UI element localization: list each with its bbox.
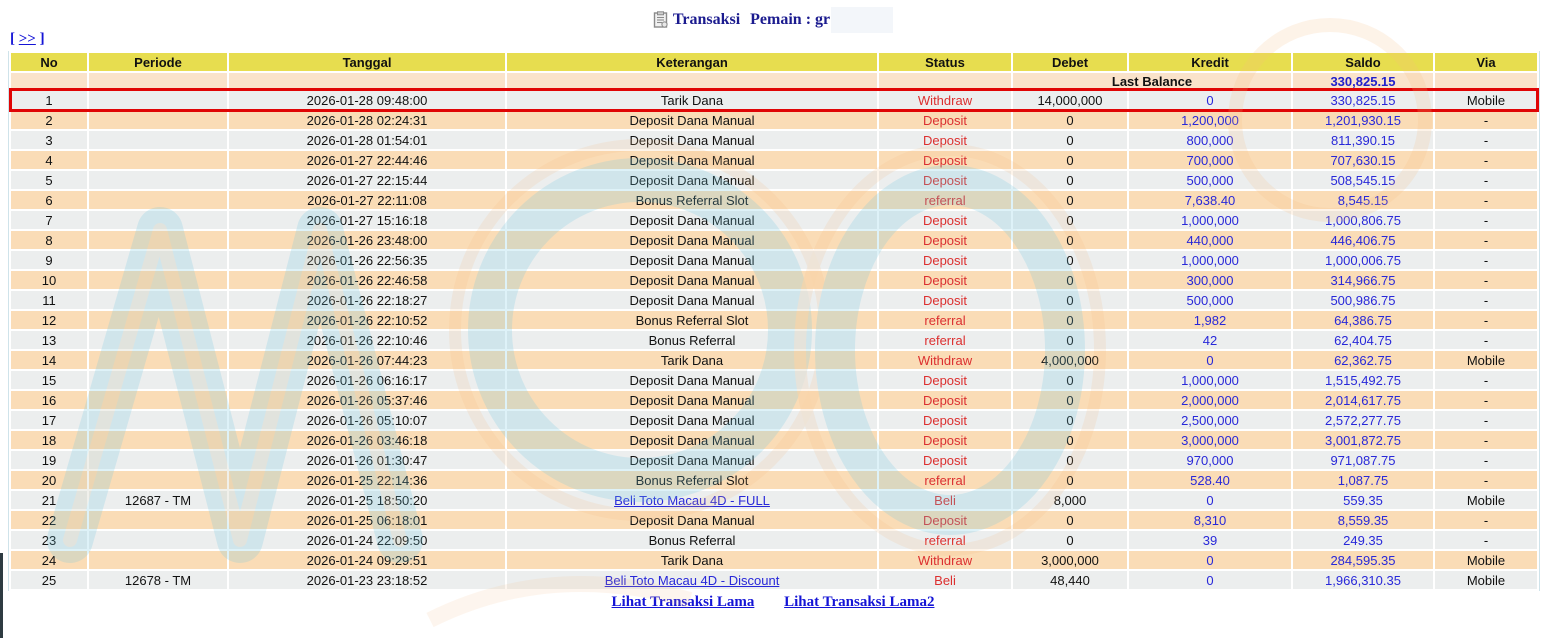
cell-debet: 0 bbox=[1013, 511, 1127, 529]
cell-debet: 0 bbox=[1013, 331, 1127, 349]
link-lihat-transaksi-lama2[interactable]: Lihat Transaksi Lama2 bbox=[784, 594, 935, 610]
cell-status: referral bbox=[879, 531, 1011, 549]
column-header-kredit: Kredit bbox=[1129, 53, 1291, 71]
cell-saldo: 1,000,006.75 bbox=[1293, 251, 1433, 269]
keterangan-link[interactable]: Beli Toto Macau 4D - FULL bbox=[614, 492, 770, 508]
cell-periode bbox=[89, 351, 227, 369]
column-header-keterangan: Keterangan bbox=[507, 53, 877, 71]
cell-no: 17 bbox=[11, 411, 87, 429]
cell-saldo: 1,000,806.75 bbox=[1293, 211, 1433, 229]
cell-keterangan: Deposit Dana Manual bbox=[507, 431, 877, 449]
cell-periode bbox=[89, 551, 227, 569]
cell-keterangan: Deposit Dana Manual bbox=[507, 511, 877, 529]
cell-kredit: 800,000 bbox=[1129, 131, 1291, 149]
cell-saldo: 1,515,492.75 bbox=[1293, 371, 1433, 389]
cell-saldo: 707,630.15 bbox=[1293, 151, 1433, 169]
cell-via: - bbox=[1435, 291, 1537, 309]
cell-keterangan: Tarik Dana bbox=[507, 351, 877, 369]
cell-keterangan: Deposit Dana Manual bbox=[507, 451, 877, 469]
last-balance-row bbox=[11, 73, 1537, 89]
cell-kredit: 1,000,000 bbox=[1129, 251, 1291, 269]
cell-periode bbox=[89, 411, 227, 429]
transactions-grid bbox=[9, 51, 1539, 591]
last-balance-label: Last Balance bbox=[1013, 73, 1291, 89]
cell-via: - bbox=[1435, 191, 1537, 209]
cell-tanggal: 2026-01-27 22:44:46 bbox=[229, 151, 505, 169]
cell-status: Deposit bbox=[879, 391, 1011, 409]
cell-via: - bbox=[1435, 311, 1537, 329]
cell-saldo: 62,362.75 bbox=[1293, 351, 1433, 369]
cell-saldo: 284,595.35 bbox=[1293, 551, 1433, 569]
cell-kredit: 1,200,000 bbox=[1129, 111, 1291, 129]
cell-no: 14 bbox=[11, 351, 87, 369]
cell-keterangan: Deposit Dana Manual bbox=[507, 271, 877, 289]
cell-kredit: 500,000 bbox=[1129, 291, 1291, 309]
table-header-row bbox=[11, 53, 1537, 71]
cell-kredit: 970,000 bbox=[1129, 451, 1291, 469]
table-row bbox=[11, 91, 1537, 109]
cell-status: referral bbox=[879, 311, 1011, 329]
screen-edge-strip bbox=[0, 553, 3, 638]
cell-no: 16 bbox=[11, 391, 87, 409]
cell-debet: 48,440 bbox=[1013, 571, 1127, 589]
table-row bbox=[11, 531, 1537, 549]
cell-debet: 0 bbox=[1013, 531, 1127, 549]
column-header-saldo: Saldo bbox=[1293, 53, 1433, 71]
cell-keterangan: Bonus Referral Slot bbox=[507, 191, 877, 209]
table-row bbox=[11, 391, 1537, 409]
cell-status: Deposit bbox=[879, 131, 1011, 149]
cell-kredit: 1,982 bbox=[1129, 311, 1291, 329]
cell-status: Deposit bbox=[879, 271, 1011, 289]
cell-debet: 8,000 bbox=[1013, 491, 1127, 509]
page-title bbox=[0, 0, 1546, 30]
cell-via: - bbox=[1435, 371, 1537, 389]
table-row bbox=[11, 511, 1537, 529]
cell-tanggal: 2026-01-27 22:11:08 bbox=[229, 191, 505, 209]
cell-kredit: 700,000 bbox=[1129, 151, 1291, 169]
cell-status: Deposit bbox=[879, 511, 1011, 529]
table-row bbox=[11, 311, 1537, 329]
cell-periode bbox=[89, 511, 227, 529]
cell-status: Withdraw bbox=[879, 551, 1011, 569]
cell-keterangan: Bonus Referral bbox=[507, 531, 877, 549]
cell-no: 5 bbox=[11, 171, 87, 189]
cell-no: 3 bbox=[11, 131, 87, 149]
cell-periode bbox=[89, 391, 227, 409]
cell-kredit: 7,638.40 bbox=[1129, 191, 1291, 209]
cell-via: Mobile bbox=[1435, 571, 1537, 589]
column-header-status: Status bbox=[879, 53, 1011, 71]
cell-periode bbox=[89, 91, 227, 109]
cell-kredit: 0 bbox=[1129, 571, 1291, 589]
cell-tanggal: 2026-01-24 22:09:50 bbox=[229, 531, 505, 549]
column-header-debet: Debet bbox=[1013, 53, 1127, 71]
cell-tanggal: 2026-01-26 01:30:47 bbox=[229, 451, 505, 469]
cell-via: - bbox=[1435, 171, 1537, 189]
last-balance-empty-keterangan bbox=[507, 73, 877, 89]
cell-status: Deposit bbox=[879, 251, 1011, 269]
cell-saldo: 1,201,930.15 bbox=[1293, 111, 1433, 129]
cell-via: Mobile bbox=[1435, 351, 1537, 369]
cell-tanggal: 2026-01-27 15:16:18 bbox=[229, 211, 505, 229]
cell-tanggal: 2026-01-26 05:10:07 bbox=[229, 411, 505, 429]
table-row bbox=[11, 111, 1537, 129]
cell-no: 4 bbox=[11, 151, 87, 169]
cell-keterangan: Deposit Dana Manual bbox=[507, 291, 877, 309]
cell-saldo: 1,087.75 bbox=[1293, 471, 1433, 489]
cell-keterangan: Deposit Dana Manual bbox=[507, 211, 877, 229]
cell-keterangan: Bonus Referral Slot bbox=[507, 311, 877, 329]
cell-tanggal: 2026-01-26 22:18:27 bbox=[229, 291, 505, 309]
cell-keterangan: Tarik Dana bbox=[507, 91, 877, 109]
next-page-link[interactable]: >> bbox=[18, 31, 36, 47]
cell-saldo: 3,001,872.75 bbox=[1293, 431, 1433, 449]
link-lihat-transaksi-lama[interactable]: Lihat Transaksi Lama bbox=[611, 594, 755, 610]
cell-kredit: 1,000,000 bbox=[1129, 371, 1291, 389]
cell-periode bbox=[89, 111, 227, 129]
cell-status: Deposit bbox=[879, 411, 1011, 429]
cell-no: 25 bbox=[11, 571, 87, 589]
table-row bbox=[11, 151, 1537, 169]
cell-via: - bbox=[1435, 251, 1537, 269]
cell-no: 18 bbox=[11, 431, 87, 449]
cell-periode bbox=[89, 131, 227, 149]
cell-kredit: 42 bbox=[1129, 331, 1291, 349]
cell-periode: 12687 - TM bbox=[89, 491, 227, 509]
cell-via: - bbox=[1435, 331, 1537, 349]
cell-debet: 0 bbox=[1013, 211, 1127, 229]
cell-tanggal: 2026-01-27 22:15:44 bbox=[229, 171, 505, 189]
cell-debet: 0 bbox=[1013, 111, 1127, 129]
cell-no: 19 bbox=[11, 451, 87, 469]
cell-kredit: 0 bbox=[1129, 491, 1291, 509]
cell-debet: 0 bbox=[1013, 291, 1127, 309]
cell-no: 6 bbox=[11, 191, 87, 209]
cell-keterangan bbox=[507, 571, 877, 589]
cell-periode bbox=[89, 231, 227, 249]
last-balance-empty-via bbox=[1435, 73, 1537, 89]
cell-no: 23 bbox=[11, 531, 87, 549]
cell-status: Deposit bbox=[879, 111, 1011, 129]
cell-via: - bbox=[1435, 271, 1537, 289]
last-balance-empty-periode bbox=[89, 73, 227, 89]
cell-via: - bbox=[1435, 231, 1537, 249]
title-text-left: Transaksi bbox=[672, 11, 741, 28]
cell-debet: 0 bbox=[1013, 391, 1127, 409]
cell-kredit: 500,000 bbox=[1129, 171, 1291, 189]
cell-periode bbox=[89, 371, 227, 389]
cell-no: 21 bbox=[11, 491, 87, 509]
cell-periode bbox=[89, 151, 227, 169]
cell-no: 2 bbox=[11, 111, 87, 129]
cell-tanggal: 2026-01-28 09:48:00 bbox=[229, 91, 505, 109]
table-row bbox=[11, 131, 1537, 149]
cell-debet: 0 bbox=[1013, 251, 1127, 269]
cell-saldo: 446,406.75 bbox=[1293, 231, 1433, 249]
cell-saldo: 8,559.35 bbox=[1293, 511, 1433, 529]
redaction-box bbox=[831, 7, 893, 33]
cell-tanggal: 2026-01-28 01:54:01 bbox=[229, 131, 505, 149]
cell-via: Mobile bbox=[1435, 551, 1537, 569]
cell-tanggal: 2026-01-26 22:56:35 bbox=[229, 251, 505, 269]
table-row bbox=[11, 331, 1537, 349]
keterangan-link[interactable]: Beli Toto Macau 4D - Discount bbox=[604, 572, 780, 588]
cell-tanggal: 2026-01-25 18:50:20 bbox=[229, 491, 505, 509]
table-row bbox=[11, 371, 1537, 389]
cell-keterangan: Tarik Dana bbox=[507, 551, 877, 569]
cell-periode bbox=[89, 331, 227, 349]
cell-tanggal: 2026-01-26 03:46:18 bbox=[229, 431, 505, 449]
cell-debet: 0 bbox=[1013, 271, 1127, 289]
cell-periode: 12678 - TM bbox=[89, 571, 227, 589]
cell-via: - bbox=[1435, 151, 1537, 169]
transactions-table bbox=[8, 51, 1540, 591]
cell-via: - bbox=[1435, 391, 1537, 409]
cell-tanggal: 2026-01-26 07:44:23 bbox=[229, 351, 505, 369]
cell-status: Deposit bbox=[879, 451, 1011, 469]
cell-tanggal: 2026-01-26 22:10:46 bbox=[229, 331, 505, 349]
cell-kredit: 8,310 bbox=[1129, 511, 1291, 529]
table-row bbox=[11, 451, 1537, 469]
cell-via: - bbox=[1435, 131, 1537, 149]
cell-tanggal: 2026-01-23 23:18:52 bbox=[229, 571, 505, 589]
cell-saldo: 249.35 bbox=[1293, 531, 1433, 549]
table-row bbox=[11, 171, 1537, 189]
cell-saldo: 2,014,617.75 bbox=[1293, 391, 1433, 409]
table-row bbox=[11, 191, 1537, 209]
bracket-open: [ bbox=[10, 31, 15, 47]
cell-kredit: 39 bbox=[1129, 531, 1291, 549]
cell-via: - bbox=[1435, 451, 1537, 469]
cell-kredit: 528.40 bbox=[1129, 471, 1291, 489]
cell-debet: 0 bbox=[1013, 411, 1127, 429]
cell-keterangan: Deposit Dana Manual bbox=[507, 251, 877, 269]
column-header-via: Via bbox=[1435, 53, 1537, 71]
cell-saldo: 330,825.15 bbox=[1293, 91, 1433, 109]
cell-via: - bbox=[1435, 431, 1537, 449]
cell-status: Withdraw bbox=[879, 91, 1011, 109]
cell-kredit: 0 bbox=[1129, 351, 1291, 369]
bracket-close: ] bbox=[39, 31, 45, 47]
last-balance-empty-status bbox=[879, 73, 1011, 89]
cell-tanggal: 2026-01-25 22:14:36 bbox=[229, 471, 505, 489]
table-row bbox=[11, 291, 1537, 309]
cell-via: - bbox=[1435, 411, 1537, 429]
cell-periode bbox=[89, 531, 227, 549]
cell-periode bbox=[89, 271, 227, 289]
cell-debet: 0 bbox=[1013, 191, 1127, 209]
cell-tanggal: 2026-01-26 23:48:00 bbox=[229, 231, 505, 249]
last-balance-empty-tanggal bbox=[229, 73, 505, 89]
cell-status: referral bbox=[879, 471, 1011, 489]
cell-no: 11 bbox=[11, 291, 87, 309]
cell-tanggal: 2026-01-26 06:16:17 bbox=[229, 371, 505, 389]
cell-kredit: 2,000,000 bbox=[1129, 391, 1291, 409]
cell-saldo: 314,966.75 bbox=[1293, 271, 1433, 289]
table-row bbox=[11, 211, 1537, 229]
footer-links bbox=[0, 594, 1546, 611]
cell-tanggal: 2026-01-25 06:18:01 bbox=[229, 511, 505, 529]
column-header-periode: Periode bbox=[89, 53, 227, 71]
cell-keterangan: Deposit Dana Manual bbox=[507, 111, 877, 129]
cell-debet: 4,000,000 bbox=[1013, 351, 1127, 369]
cell-status: Deposit bbox=[879, 171, 1011, 189]
cell-debet: 0 bbox=[1013, 151, 1127, 169]
cell-status: referral bbox=[879, 331, 1011, 349]
cell-keterangan: Bonus Referral bbox=[507, 331, 877, 349]
cell-kredit: 2,500,000 bbox=[1129, 411, 1291, 429]
cell-via: Mobile bbox=[1435, 491, 1537, 509]
column-header-no: No bbox=[11, 53, 87, 71]
cell-tanggal: 2026-01-28 02:24:31 bbox=[229, 111, 505, 129]
cell-no: 13 bbox=[11, 331, 87, 349]
table-row bbox=[11, 491, 1537, 509]
table-row bbox=[11, 551, 1537, 569]
cell-keterangan: Deposit Dana Manual bbox=[507, 151, 877, 169]
cell-saldo: 64,386.75 bbox=[1293, 311, 1433, 329]
table-row bbox=[11, 571, 1537, 589]
cell-keterangan: Deposit Dana Manual bbox=[507, 411, 877, 429]
cell-periode bbox=[89, 471, 227, 489]
cell-debet: 3,000,000 bbox=[1013, 551, 1127, 569]
cell-periode bbox=[89, 431, 227, 449]
cell-no: 7 bbox=[11, 211, 87, 229]
cell-kredit: 0 bbox=[1129, 91, 1291, 109]
cell-saldo: 2,572,277.75 bbox=[1293, 411, 1433, 429]
cell-status: Withdraw bbox=[879, 351, 1011, 369]
cell-debet: 0 bbox=[1013, 231, 1127, 249]
cell-debet: 0 bbox=[1013, 131, 1127, 149]
title-text-right: Pemain : gr bbox=[750, 11, 831, 28]
column-header-tanggal: Tanggal bbox=[229, 53, 505, 71]
cell-via: - bbox=[1435, 111, 1537, 129]
table-row bbox=[11, 351, 1537, 369]
cell-periode bbox=[89, 191, 227, 209]
cell-saldo: 559.35 bbox=[1293, 491, 1433, 509]
cell-status: Beli bbox=[879, 571, 1011, 589]
table-row bbox=[11, 271, 1537, 289]
cell-via: - bbox=[1435, 511, 1537, 529]
cell-no: 12 bbox=[11, 311, 87, 329]
cell-kredit: 300,000 bbox=[1129, 271, 1291, 289]
cell-no: 10 bbox=[11, 271, 87, 289]
cell-tanggal: 2026-01-24 09:29:51 bbox=[229, 551, 505, 569]
cell-keterangan: Deposit Dana Manual bbox=[507, 171, 877, 189]
cell-status: Beli bbox=[879, 491, 1011, 509]
cell-debet: 0 bbox=[1013, 311, 1127, 329]
cell-keterangan: Bonus Referral Slot bbox=[507, 471, 877, 489]
cell-saldo: 8,545.15 bbox=[1293, 191, 1433, 209]
cell-saldo: 1,966,310.35 bbox=[1293, 571, 1433, 589]
cell-status: Deposit bbox=[879, 371, 1011, 389]
cell-via: - bbox=[1435, 531, 1537, 549]
table-row bbox=[11, 251, 1537, 269]
cell-no: 8 bbox=[11, 231, 87, 249]
cell-debet: 14,000,000 bbox=[1013, 91, 1127, 109]
clipboard-icon bbox=[653, 11, 668, 33]
cell-keterangan: Deposit Dana Manual bbox=[507, 231, 877, 249]
cell-via: - bbox=[1435, 211, 1537, 229]
cell-no: 1 bbox=[11, 91, 87, 109]
cell-tanggal: 2026-01-26 05:37:46 bbox=[229, 391, 505, 409]
table-row bbox=[11, 411, 1537, 429]
cell-saldo: 62,404.75 bbox=[1293, 331, 1433, 349]
cell-no: 20 bbox=[11, 471, 87, 489]
cell-debet: 0 bbox=[1013, 171, 1127, 189]
cell-status: Deposit bbox=[879, 151, 1011, 169]
cell-saldo: 500,986.75 bbox=[1293, 291, 1433, 309]
cell-keterangan: Deposit Dana Manual bbox=[507, 131, 877, 149]
cell-no: 9 bbox=[11, 251, 87, 269]
cell-periode bbox=[89, 451, 227, 469]
table-row bbox=[11, 471, 1537, 489]
cell-periode bbox=[89, 291, 227, 309]
cell-status: referral bbox=[879, 191, 1011, 209]
cell-saldo: 508,545.15 bbox=[1293, 171, 1433, 189]
table-row bbox=[11, 431, 1537, 449]
cell-tanggal: 2026-01-26 22:10:52 bbox=[229, 311, 505, 329]
cell-status: Deposit bbox=[879, 431, 1011, 449]
cell-debet: 0 bbox=[1013, 371, 1127, 389]
cell-debet: 0 bbox=[1013, 431, 1127, 449]
cell-no: 15 bbox=[11, 371, 87, 389]
cell-kredit: 3,000,000 bbox=[1129, 431, 1291, 449]
cell-status: Deposit bbox=[879, 291, 1011, 309]
cell-keterangan bbox=[507, 491, 877, 509]
cell-debet: 0 bbox=[1013, 471, 1127, 489]
cell-periode bbox=[89, 311, 227, 329]
cell-via: Mobile bbox=[1435, 91, 1537, 109]
cell-kredit: 0 bbox=[1129, 551, 1291, 569]
cell-status: Deposit bbox=[879, 231, 1011, 249]
cell-debet: 0 bbox=[1013, 451, 1127, 469]
cell-tanggal: 2026-01-26 22:46:58 bbox=[229, 271, 505, 289]
last-balance-empty-no bbox=[11, 73, 87, 89]
cell-keterangan: Deposit Dana Manual bbox=[507, 391, 877, 409]
cell-saldo: 971,087.75 bbox=[1293, 451, 1433, 469]
pagination-nav bbox=[10, 31, 1546, 50]
cell-saldo: 811,390.15 bbox=[1293, 131, 1433, 149]
cell-kredit: 1,000,000 bbox=[1129, 211, 1291, 229]
cell-kredit: 440,000 bbox=[1129, 231, 1291, 249]
cell-periode bbox=[89, 171, 227, 189]
cell-periode bbox=[89, 251, 227, 269]
cell-status: Deposit bbox=[879, 211, 1011, 229]
last-balance-value: 330,825.15 bbox=[1293, 73, 1433, 89]
cell-periode bbox=[89, 211, 227, 229]
cell-no: 24 bbox=[11, 551, 87, 569]
cell-no: 22 bbox=[11, 511, 87, 529]
cell-via: - bbox=[1435, 471, 1537, 489]
cell-keterangan: Deposit Dana Manual bbox=[507, 371, 877, 389]
table-row bbox=[11, 231, 1537, 249]
